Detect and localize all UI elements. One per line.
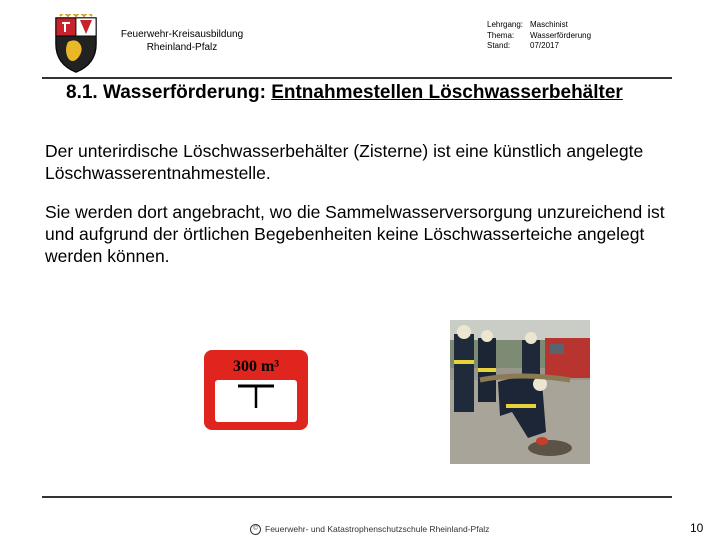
title-prefix: 8.1. Wasserförderung: xyxy=(66,82,272,103)
meta-key: Stand: xyxy=(487,41,511,50)
paragraph-1: Der unterirdische Löschwasserbehälter (Zisterne) ist eine künstlich angelegte Löschwasserentnahmestelle. xyxy=(45,141,644,183)
copyright-icon: © xyxy=(250,524,261,535)
header-divider xyxy=(42,77,672,79)
meta-key: Lehrgang: xyxy=(487,20,524,29)
organization-line-2: Rheinland-Pfalz xyxy=(146,42,218,53)
meta-value: 07/2017 xyxy=(530,41,559,50)
footer-divider xyxy=(42,496,672,498)
paragraph-2: Sie werden dort angebracht, wo die Sammelwasserversorgung unzureichend ist und aufgrund der örtlichen Begebenheiten keine Löschwasserteiche angelegt werden können. xyxy=(45,202,665,266)
slide-title xyxy=(66,82,686,104)
meta-value: Wasserförderung xyxy=(530,30,592,40)
footer xyxy=(250,524,489,535)
cistern-capacity-label: 300 m³ xyxy=(232,358,280,375)
footer-text: Feuerwehr- und Katastrophenschutzschule Rheinland-Pfalz xyxy=(265,524,490,534)
meta-key: Thema: xyxy=(487,30,515,40)
meta-value: Maschinist xyxy=(530,20,568,29)
page-number: 10 xyxy=(690,521,704,535)
meta-row-status xyxy=(487,41,591,52)
firefighters-photo xyxy=(450,320,590,464)
organization-name xyxy=(112,28,252,54)
cistern-symbol-icon xyxy=(215,380,297,422)
meta-row-topic xyxy=(487,31,591,42)
course-meta xyxy=(487,20,591,52)
coat-of-arms-icon xyxy=(50,14,102,74)
title-underlined: Entnahmestellen Löschwasserbehälter xyxy=(271,82,623,103)
meta-row-course xyxy=(487,20,591,31)
organization-line-1: Feuerwehr-Kreisausbildung xyxy=(120,29,244,40)
cistern-sign xyxy=(204,350,308,430)
cistern-sign-panel xyxy=(215,380,297,422)
